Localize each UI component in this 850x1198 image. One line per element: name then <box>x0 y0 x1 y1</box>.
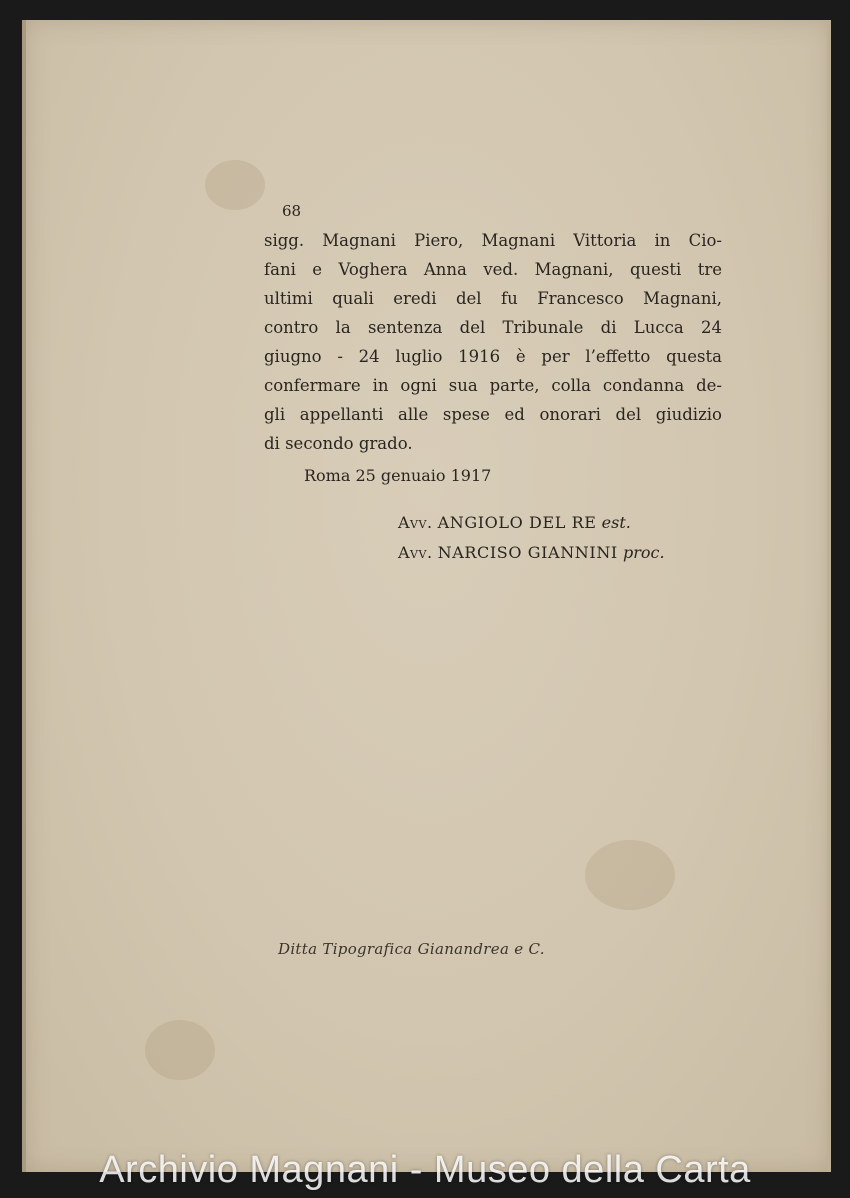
signature-name: NARCISO GIANNINI <box>437 543 618 562</box>
signature-line <box>398 508 665 538</box>
text-line: di secondo grado. <box>264 434 413 453</box>
text-line: giugno - 24 luglio 1916 è per l’effetto questa <box>264 347 722 366</box>
archive-watermark: Archivio Magnani - Museo della Carta <box>99 1149 751 1191</box>
text-line: confermare in ogni sua parte, colla condanna de- <box>264 376 722 395</box>
page-right-edge <box>827 20 831 1172</box>
signature-title: Avv. <box>398 543 433 562</box>
text-line: fani e Voghera Anna ved. Magnani, questi tre <box>264 260 722 279</box>
signature-block <box>398 508 665 568</box>
page-left-edge <box>22 20 26 1172</box>
paper-stain <box>585 840 675 910</box>
signature-name: ANGIOLO DEL RE <box>437 513 597 532</box>
text-line: sigg. Magnani Piero, Magnani Vittoria in Cio- <box>264 231 722 250</box>
signature-line <box>398 538 665 568</box>
signature-role: est. <box>601 513 631 532</box>
main-paragraph <box>264 200 722 458</box>
paper-page <box>22 20 831 1172</box>
text-line: contro la sentenza del Tribunale di Lucca 24 <box>264 318 722 337</box>
page-number: 68 <box>282 202 302 220</box>
text-line: ultimi quali eredi del fu Francesco Magnani, <box>264 289 722 308</box>
printer-imprint: Ditta Tipografica Gianandrea e C. <box>278 940 545 958</box>
signature-role: proc. <box>622 543 665 562</box>
paper-stain <box>145 1020 215 1080</box>
text-line: gli appellanti alle spese ed onorari del giudizio <box>264 405 722 424</box>
dateline: Roma 25 genuaio 1917 <box>304 466 492 485</box>
signature-title: Avv. <box>398 513 433 532</box>
paper-stain <box>205 160 265 210</box>
